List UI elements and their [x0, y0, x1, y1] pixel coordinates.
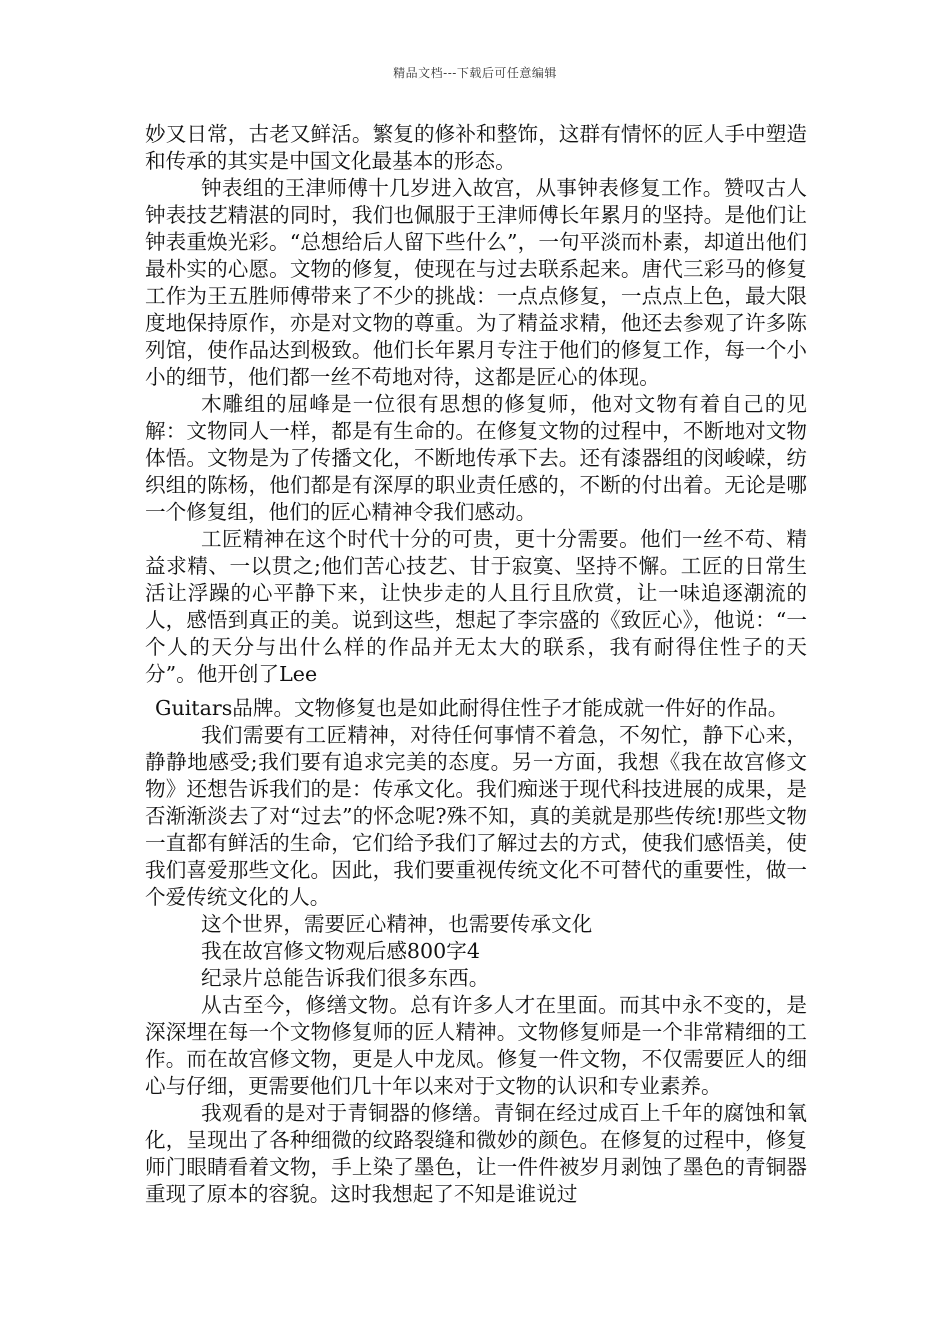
text-block-1	[145, 121, 807, 688]
text-block-2	[145, 695, 807, 1208]
paragraph: Guitars品牌。文物修复也是如此耐得住性子才能成就一件好的作品。	[155, 696, 789, 720]
article-title: 我在故宫修文物观后感800字4	[201, 939, 480, 963]
paragraph: 我观看的是对于青铜器的修缮。青铜在经过成百上千年的腐蚀和氧化，呈现出了各种细微的纹路裂缝和微妙的颜色。在修复的过程中，修复师门眼睛看着文物，手上染了墨色，让一件件被岁月剥蚀了墨色的青铜器重现了原本的容貌。这时我想起了不知是谁说过	[145, 1101, 807, 1206]
closing-line: 这个世界，需要匠心精神，也需要传承文化	[201, 912, 593, 936]
paragraph: 从古至今，修缮文物。总有许多人才在里面。而其中永不变的，是深深埋在每一个文物修复师的匠人精神。文物修复师是一个非常精细的工作。而在故宫修文物，更是人中龙凤。修复一件文物，不仅需要匠人的细心与仔细，更需要他们几十年以来对于文物的认识和专业素养。	[145, 993, 807, 1098]
page-header: 精品文档---下载后可任意编辑	[393, 66, 557, 80]
paragraph: 我们需要有工匠精神，对待任何事情不着急，不匆忙，静下心来，静静地感受;我们要有追求完美的态度。另一方面，我想《我在故宫修文物》还想告诉我们的是：传承文化。我们痴迷于现代科技进展的成果，是否渐渐淡去了对“过去”的怀念呢?殊不知，真的美就是那些传统!那些文物一直都有鲜活的生命，它们给予我们了解过去的方式，使我们感悟美，使我们喜爱那些文化。因此，我们要重视传统文化不可替代的重要性，做一个爱传统文化的人。	[145, 723, 807, 909]
paragraph: 工匠精神在这个时代十分的可贵，更十分需要。他们一丝不苟、精益求精、一以贯之;他们苦心技艺、甘于寂寞、坚持不懈。工匠的日常生活让浮躁的心平静下来，让快步走的人且行且欣赏，让一味追逐潮流的人，感悟到真正的美。说到这些，想起了李宗盛的《致匠心》，他说：“一个人的天分与出什么样的作品并无太大的联系，我有耐得住性子的天分”。他开创了Lee	[145, 527, 807, 686]
paragraph: 木雕组的屈峰是一位很有思想的修复师，他对文物有着自己的见解：文物同人一样，都是有生命的。在修复文物的过程中，不断地对文物体悟。文物是为了传播文化，不断地传承下去。还有漆器组的闵峻嵘，纺织组的陈杨，他们都是有深厚的职业责任感的，不断的付出着。无论是哪一个修复组，他们的匠心精神令我们感动。	[145, 392, 807, 524]
paragraph: 钟表组的王津师傅十几岁进入故宫，从事钟表修复工作。赞叹古人钟表技艺精湛的同时，我们也佩服于王津师傅长年累月的坚持。是他们让钟表重焕光彩。“总想给后人留下些什么”，一句平淡而朴素，却道出他们最朴实的心愿。文物的修复，使现在与过去联系起来。唐代三彩马的修复工作为王五胜师傅带来了不少的挑战：一点点修复，一点点上色，最大限度地保持原作，亦是对文物的尊重。为了精益求精，他还去参观了许多陈列馆，使作品达到极致。他们长年累月专注于他们的修复工作，每一个小小的细节，他们都一丝不苟地对待，这都是匠心的体现。	[145, 176, 807, 389]
paragraph: 纪录片总能告诉我们很多东西。	[201, 966, 490, 990]
paragraph: 妙又日常，古老又鲜活。繁复的修补和整饰，这群有情怀的匠人手中塑造和传承的其实是中国文化最基本的形态。	[145, 122, 807, 173]
